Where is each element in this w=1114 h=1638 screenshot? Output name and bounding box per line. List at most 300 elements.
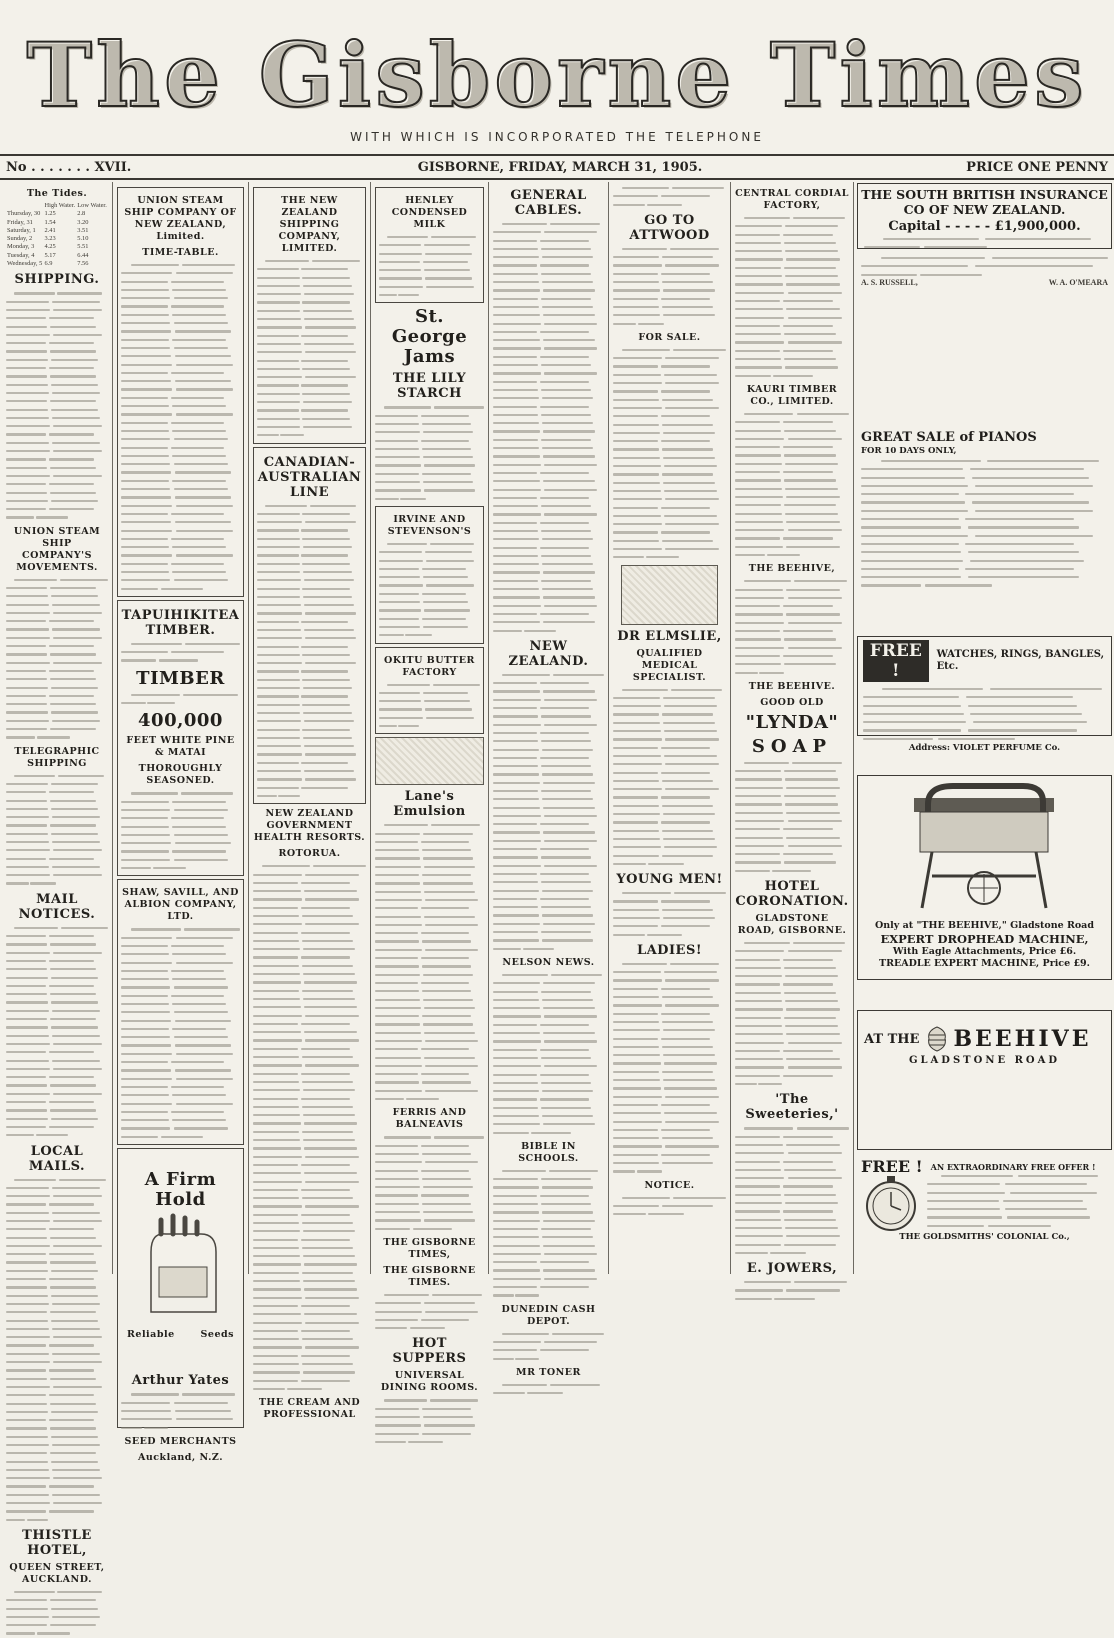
column-5 — [489, 182, 608, 1378]
text-line — [493, 779, 604, 787]
gladstone-road-label: GLADSTONE ROAD — [908, 1055, 1061, 1066]
text-line — [121, 1415, 240, 1423]
text-line — [6, 422, 108, 430]
text-line — [121, 427, 240, 435]
violet-perfume-ad — [857, 636, 1112, 754]
text-line — [375, 863, 484, 871]
text-line — [253, 1269, 366, 1277]
beehive-heading-2: THE BEEHIVE. — [748, 680, 836, 692]
sweeteries-heading: 'The Sweeteries,' — [745, 1092, 839, 1123]
text-line — [6, 1023, 108, 1031]
tide-high: 2.41 — [44, 226, 56, 234]
attachments-price: With Eagle Attachments, Price £6. — [892, 946, 1077, 957]
text-line — [735, 418, 849, 426]
text-line — [379, 615, 480, 623]
tide-day: Saturday, 1 — [7, 226, 36, 234]
text-line — [253, 895, 366, 903]
text-line — [6, 642, 108, 650]
mr-toner-heading: MR TONER — [516, 1366, 581, 1378]
text-line — [735, 759, 849, 767]
text-line — [493, 1046, 604, 1054]
good-old-label: GOOD OLD — [760, 696, 824, 708]
nelson-heading: NELSON NEWS. — [502, 956, 595, 968]
text-line — [493, 386, 604, 394]
dunedin-text — [493, 1330, 604, 1363]
text-line — [735, 255, 849, 263]
text-line — [927, 1213, 1108, 1221]
text-line — [613, 504, 726, 512]
text-line — [6, 1200, 108, 1208]
text-line — [6, 576, 108, 584]
feet-count: 400,000 — [138, 710, 223, 732]
text-line — [121, 942, 240, 950]
text-line — [121, 444, 240, 452]
text-line — [253, 987, 366, 995]
text-line — [6, 372, 108, 380]
text-line — [257, 585, 362, 593]
text-line — [493, 1346, 604, 1354]
text-line — [121, 839, 240, 847]
text-line — [257, 601, 362, 609]
beehive-text-1 — [735, 577, 849, 677]
text-line — [121, 640, 240, 648]
text-line — [253, 1028, 366, 1036]
text-line — [379, 565, 480, 573]
text-line — [613, 760, 726, 768]
text-line — [735, 767, 849, 775]
text-line — [375, 962, 484, 970]
text-line — [493, 1095, 604, 1103]
text-line — [861, 490, 1108, 498]
text-line — [861, 254, 1108, 262]
text-line — [6, 1458, 108, 1466]
text-line — [493, 461, 604, 469]
text-line — [613, 404, 726, 412]
times-ad-1: THE GISBORNE TIMES, — [383, 1236, 476, 1260]
text-line — [379, 241, 480, 249]
issue-date: GISBORNE, FRIDAY, MARCH 31, 1905. — [417, 160, 703, 175]
text-line — [6, 339, 108, 347]
text-line — [253, 1360, 366, 1368]
text-line — [735, 239, 849, 247]
text-line — [379, 258, 480, 266]
text-line — [735, 1030, 849, 1038]
tide-low: 3.51 — [77, 226, 89, 234]
text-line — [861, 540, 1108, 548]
text-line — [257, 274, 362, 282]
text-line — [121, 361, 240, 369]
text-line — [613, 769, 726, 777]
text-line — [375, 929, 484, 937]
text-line — [257, 701, 362, 709]
text-line — [613, 470, 726, 478]
text-line — [6, 821, 108, 829]
text-line — [735, 338, 849, 346]
text-line — [257, 618, 362, 626]
free-offer-badge: FREE ! — [861, 1156, 923, 1176]
text-line — [613, 379, 726, 387]
text-line — [253, 1045, 366, 1053]
text-line — [257, 560, 362, 568]
text-line — [493, 687, 604, 695]
text-line — [493, 1021, 604, 1029]
text-line — [613, 1126, 726, 1134]
coronation-heading: HOTEL CORONATION. — [735, 879, 849, 909]
kauri-heading: KAURI TIMBER CO., LIMITED. — [746, 383, 838, 407]
text-line — [257, 676, 362, 684]
text-line — [379, 705, 480, 713]
text-line — [6, 1408, 108, 1416]
text-line — [253, 937, 366, 945]
text-line — [493, 828, 604, 836]
text-line — [375, 1158, 484, 1166]
text-line — [6, 289, 108, 297]
text-line — [257, 717, 362, 725]
text-line — [121, 402, 240, 410]
text-line — [6, 1588, 108, 1596]
text-line — [6, 472, 108, 480]
hot-suppers-title: HOT SUPPERS — [392, 1336, 467, 1367]
text-line — [493, 253, 604, 261]
text-line — [6, 1209, 108, 1217]
for-sale-heading: FOR SALE. — [638, 331, 701, 343]
canadian-line-ad — [253, 447, 366, 805]
tide-low: 5.10 — [77, 235, 89, 243]
text-line — [257, 767, 362, 775]
text-line — [493, 696, 604, 704]
column-2 — [113, 182, 248, 1463]
goldsmiths-text — [927, 1172, 1108, 1230]
text-line — [257, 406, 362, 414]
text-line — [493, 770, 604, 778]
text-line — [6, 805, 108, 813]
text-line — [493, 845, 604, 853]
text-line — [121, 410, 240, 418]
goldsmiths-ad — [857, 1156, 1112, 1274]
text-line — [493, 812, 604, 820]
text-line — [6, 356, 108, 364]
text-line — [735, 427, 849, 435]
text-line — [493, 979, 604, 987]
text-line — [253, 1343, 366, 1351]
text-line — [861, 498, 1108, 506]
text-line — [375, 1037, 484, 1045]
text-line — [6, 838, 108, 846]
text-line — [253, 904, 366, 912]
text-line — [257, 568, 362, 576]
tide-high: 6.9 — [44, 260, 53, 268]
text-line — [861, 271, 1108, 279]
text-line — [6, 1057, 108, 1065]
text-line — [6, 634, 108, 642]
text-line — [257, 502, 362, 510]
text-line — [493, 295, 604, 303]
text-line — [735, 784, 849, 792]
text-line — [493, 762, 604, 770]
text-line — [6, 1596, 108, 1604]
seed-merchants: SEED MERCHANTS — [124, 1435, 237, 1447]
text-line — [861, 482, 1108, 490]
text-line — [493, 704, 604, 712]
text-line — [735, 1286, 849, 1294]
text-line — [257, 340, 362, 348]
text-line — [253, 879, 366, 887]
text-line — [6, 982, 108, 990]
text-line — [121, 983, 240, 991]
ferris-text — [375, 1133, 484, 1233]
text-line — [6, 1366, 108, 1374]
text-line — [493, 1291, 604, 1299]
text-line — [6, 974, 108, 982]
arthur-yates-name: Arthur Yates — [131, 1373, 230, 1389]
text-line — [493, 585, 604, 593]
text-line — [735, 577, 849, 585]
text-line — [613, 1151, 726, 1159]
text-line — [121, 798, 240, 806]
table-row — [6, 252, 108, 260]
dining-rooms-text — [375, 1396, 484, 1446]
table-row — [6, 227, 108, 235]
text-line — [864, 243, 1105, 251]
notice-text — [613, 1194, 726, 1219]
new-zealand-heading: NEW ZEALAND. — [508, 638, 589, 669]
ladies-heading: LADIES! — [636, 942, 703, 958]
text-line — [6, 347, 108, 355]
text-line — [375, 1045, 484, 1053]
text-line — [257, 742, 362, 750]
text-line — [735, 1141, 849, 1149]
text-line — [6, 447, 108, 455]
text-line — [121, 1108, 240, 1116]
column-4 — [371, 182, 488, 1394]
text-line — [121, 806, 240, 814]
text-line — [6, 932, 108, 940]
text-line — [375, 1216, 484, 1224]
text-line — [613, 914, 726, 922]
text-line — [121, 1041, 240, 1049]
text-line — [121, 1390, 240, 1398]
seeds-label: Seeds — [200, 1329, 234, 1341]
text-line — [493, 1283, 604, 1291]
text-line — [927, 1205, 1108, 1213]
text-line — [493, 494, 604, 502]
text-line — [253, 1244, 366, 1252]
text-line — [613, 1010, 726, 1018]
elmslie-text — [613, 686, 726, 869]
text-line — [493, 303, 604, 311]
beehive-ad — [857, 1010, 1112, 1150]
text-line — [927, 1180, 1108, 1188]
text-line — [121, 568, 240, 576]
text-line — [613, 528, 726, 536]
text-line — [253, 912, 366, 920]
text-line — [613, 1068, 726, 1076]
text-line — [375, 1396, 484, 1404]
text-line — [493, 1266, 604, 1274]
text-line — [6, 650, 108, 658]
shipping-text — [6, 289, 108, 521]
thistle-hotel-address: QUEEN STREET, AUCKLAND. — [9, 1561, 105, 1585]
text-line — [6, 1605, 108, 1613]
text-line — [257, 792, 362, 800]
text-line — [121, 823, 240, 831]
text-line — [493, 1012, 604, 1020]
text-line — [6, 924, 108, 932]
text-line — [6, 1466, 108, 1474]
text-line — [735, 1199, 849, 1207]
text-line — [613, 553, 726, 561]
text-line — [613, 1210, 726, 1218]
text-line — [6, 700, 108, 708]
text-line — [375, 1191, 484, 1199]
table-row — [6, 235, 108, 243]
text-line — [253, 929, 366, 937]
text-line — [257, 609, 362, 617]
text-line — [375, 821, 484, 829]
text-line — [375, 1291, 484, 1299]
goldsmiths-name: THE GOLDSMITHS' COLONIAL Co., — [899, 1232, 1070, 1242]
text-line — [6, 1283, 108, 1291]
text-line — [6, 830, 108, 838]
text-line — [735, 493, 849, 501]
thistle-hotel-text — [6, 1588, 108, 1638]
text-line — [6, 675, 108, 683]
text-line — [735, 551, 849, 559]
text-line — [257, 651, 362, 659]
text-line — [493, 870, 604, 878]
text-line — [379, 573, 480, 581]
text-line — [379, 631, 480, 639]
text-line — [6, 1234, 108, 1242]
text-line — [253, 871, 366, 879]
text-line — [375, 1183, 484, 1191]
text-line — [493, 444, 604, 452]
telegraphic-heading: TELEGRAPHIC SHIPPING — [14, 745, 100, 769]
text-line — [253, 1260, 366, 1268]
text-line — [121, 1083, 240, 1091]
text-line — [6, 480, 108, 488]
text-line — [379, 283, 480, 291]
text-line — [493, 1250, 604, 1258]
text-line — [493, 887, 604, 895]
timber-text — [121, 691, 240, 708]
text-line — [493, 477, 604, 485]
text-line — [6, 389, 108, 397]
text-line — [735, 825, 849, 833]
text-line — [6, 584, 108, 592]
seed-merchants-city: Auckland, N.Z. — [137, 1451, 224, 1463]
text-line — [735, 619, 849, 627]
text-line — [6, 1242, 108, 1250]
text-line — [375, 904, 484, 912]
text-line — [6, 439, 108, 447]
text-line — [121, 585, 240, 593]
times-text — [375, 1291, 484, 1332]
text-line — [493, 804, 604, 812]
okitu-ad — [375, 647, 484, 735]
text-line — [379, 598, 480, 606]
firm-hold-slogan: A Firm Hold — [144, 1169, 217, 1211]
text-line — [6, 1613, 108, 1621]
text-line — [735, 1014, 849, 1022]
text-line — [863, 685, 1106, 693]
text-line — [861, 457, 1108, 465]
tide-low: 6.44 — [77, 251, 89, 259]
text-line — [253, 1377, 366, 1385]
text-line — [735, 410, 849, 418]
text-line — [493, 436, 604, 444]
text-line — [6, 406, 108, 414]
text-line — [6, 1115, 108, 1123]
text-line — [861, 532, 1108, 540]
text-line — [493, 577, 604, 585]
shaw-savill-text — [121, 925, 240, 1141]
text-line — [6, 1015, 108, 1023]
text-line — [121, 560, 240, 568]
text-line — [735, 594, 849, 602]
text-line — [861, 474, 1108, 482]
text-line — [493, 895, 604, 903]
text-line — [379, 250, 480, 258]
text-line — [253, 1352, 366, 1360]
text-line — [375, 495, 484, 503]
text-line — [6, 1499, 108, 1507]
text-line — [861, 565, 1108, 573]
text-line — [735, 314, 849, 322]
text-line — [379, 233, 480, 241]
st-george-text — [375, 403, 484, 503]
irvine-title: IRVINE AND STEVENSON'S — [387, 513, 472, 537]
insurance-agents — [857, 252, 1112, 316]
sewing-machine-illustration — [858, 776, 1111, 916]
text-line — [253, 1095, 366, 1103]
text-line — [257, 576, 362, 584]
text-line — [121, 261, 240, 269]
text-line — [375, 1421, 484, 1429]
st-george-title: St. George Jams — [391, 306, 468, 368]
table-row — [6, 260, 108, 268]
feet-sub: FEET WHITE PINE & MATAI — [126, 735, 235, 759]
text-line — [735, 485, 849, 493]
text-line — [121, 1008, 240, 1016]
text-line — [613, 889, 726, 897]
text-line — [493, 928, 604, 936]
beehive-big-label: BEEHIVE — [953, 1026, 1092, 1052]
text-line — [613, 1118, 726, 1126]
treadle-price: TREADLE EXPERT MACHINE, Price £9. — [879, 958, 1090, 969]
text-line — [613, 396, 726, 404]
text-line — [375, 1430, 484, 1438]
text-line — [121, 419, 240, 427]
text-line — [735, 1241, 849, 1249]
text-line — [613, 1194, 726, 1202]
union-steam-ad — [117, 187, 244, 597]
text-line — [735, 435, 849, 443]
text-line — [735, 272, 849, 280]
text-line — [375, 437, 484, 445]
text-line — [613, 710, 726, 718]
text-line — [493, 1062, 604, 1070]
text-line — [613, 719, 726, 727]
text-line — [613, 278, 726, 286]
young-men-heading: YOUNG MEN! — [616, 872, 723, 888]
text-line — [493, 1129, 604, 1137]
text-line — [121, 699, 240, 707]
cables-heading: GENERAL CABLES. — [510, 188, 587, 218]
text-line — [375, 445, 484, 453]
text-line — [257, 332, 362, 340]
shipping-company-text — [257, 257, 362, 440]
